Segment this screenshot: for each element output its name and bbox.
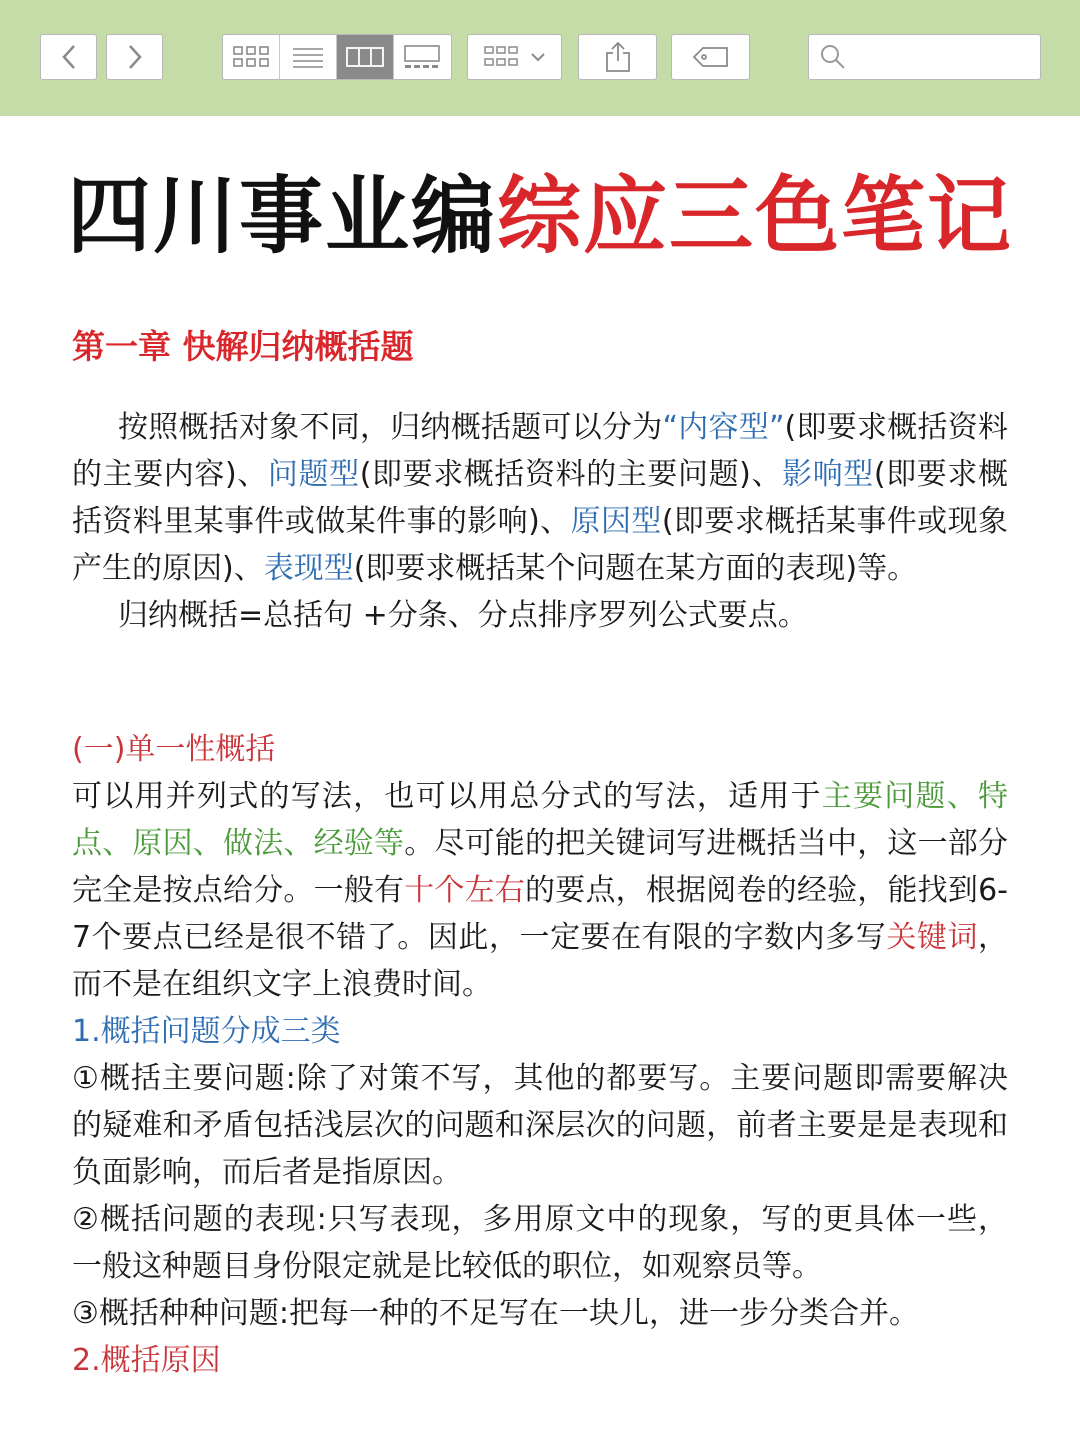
chevron-left-icon [59,43,79,71]
intro-text-2: (即要求概括资料的主要内容)、 [72,410,1008,492]
share-button[interactable] [578,34,657,80]
intro-block [72,404,1008,639]
page-title [0,166,1080,266]
intro-text-6: (即要求概括某个问题在某方面的表现)等。 [353,551,918,586]
subsection-1-item-3: ③概括种种问题:把每一种的不足写在一块儿，进一步分类合并。 [72,1296,920,1331]
type-problem: 问题型 [267,457,360,492]
intro-text-5: (即要求概括某事件或现象产生的原因)、 [72,504,1008,586]
type-impact: 影响型 [782,457,874,492]
intro-text-1: 按照概括对象不同，归纳概括题可以分为 [118,410,663,445]
intro-text-3: (即要求概括资料的主要问题)、 [359,457,783,492]
toolbar [0,0,1080,116]
title-red-part: 综应三色笔记 [497,167,1014,265]
tag-icon [691,44,731,70]
list-icon [290,44,326,70]
gallery-icon [402,44,442,70]
section-1-block [72,726,1008,1384]
chevron-right-icon [125,43,145,71]
columns-icon [345,44,385,70]
search-icon [819,43,847,71]
grid-icon [231,44,271,70]
section-1-paragraph [72,773,1008,1008]
section-1-green-keywords: 主要问题、特点、原因、做法、经验等 [72,779,1009,861]
view-mode-group [222,34,452,80]
group-by-button[interactable] [467,34,562,80]
back-button[interactable] [40,34,97,80]
view-list-button[interactable] [280,35,337,79]
intro-text-4: (即要求概括资料里某事件或做某件事的影响)、 [72,457,1008,539]
view-gallery-button[interactable] [394,35,451,79]
search-field[interactable] [808,34,1041,80]
type-manifestation: 表现型 [263,551,354,586]
tag-button[interactable] [671,34,750,80]
section-1-red-keywords: 关键词 [886,920,979,955]
section-1-text-3: 的要点，根据阅卷的经验，能找到6-7个要点已经是很不错了。因此，一定要在有限的字数内多写 [72,873,1008,955]
share-icon [603,40,633,74]
type-cause: 原因型 [570,504,662,539]
subsection-2-heading: 2.概括原因 [72,1343,221,1378]
section-1-text-2: 。尽可能的把关键词写进概括当中，这一部分完全是按点给分。一般有 [72,826,1009,908]
subsection-1-item-1: ①概括主要问题:除了对策不写，其他的都要写。主要问题即需要解决的疑难和矛盾包括浅层次的问题和深层次的问题，前者主要是是表现和负面影响，而后者是指原因。 [72,1061,1008,1190]
title-black-part: 四川事业编 [66,167,497,265]
subsection-1-heading: 1.概括问题分成三类 [72,1014,341,1049]
chevron-down-icon [529,50,547,64]
section-1-text-1: 可以用并列式的写法，也可以用总分式的写法，适用于 [72,779,822,814]
view-columns-button[interactable] [337,35,394,79]
subsection-1-item-2: ②概括问题的表现:只写表现，多用原文中的现象，写的更具体一些，一般这种题目身份限定就是比较低的职位，如观察员等。 [72,1202,1008,1284]
intro-paragraph [72,404,1008,592]
formula-paragraph: 归纳概括=总括句 +分条、分点排序罗列公式要点。 [118,598,808,633]
forward-button[interactable] [106,34,163,80]
section-1-red-count: 十个左右 [404,873,526,908]
view-grid-button[interactable] [223,35,280,79]
chapter-title: 第一章 快解归纳概括题 [72,327,414,366]
group-grid-icon [483,44,523,70]
section-1-heading: (一)单一性概括 [72,732,276,767]
type-content: “内容型” [662,410,785,445]
section-1-text-4: ，而不是在组织文字上浪费时间。 [72,920,1009,1002]
document-page [0,116,1080,1440]
